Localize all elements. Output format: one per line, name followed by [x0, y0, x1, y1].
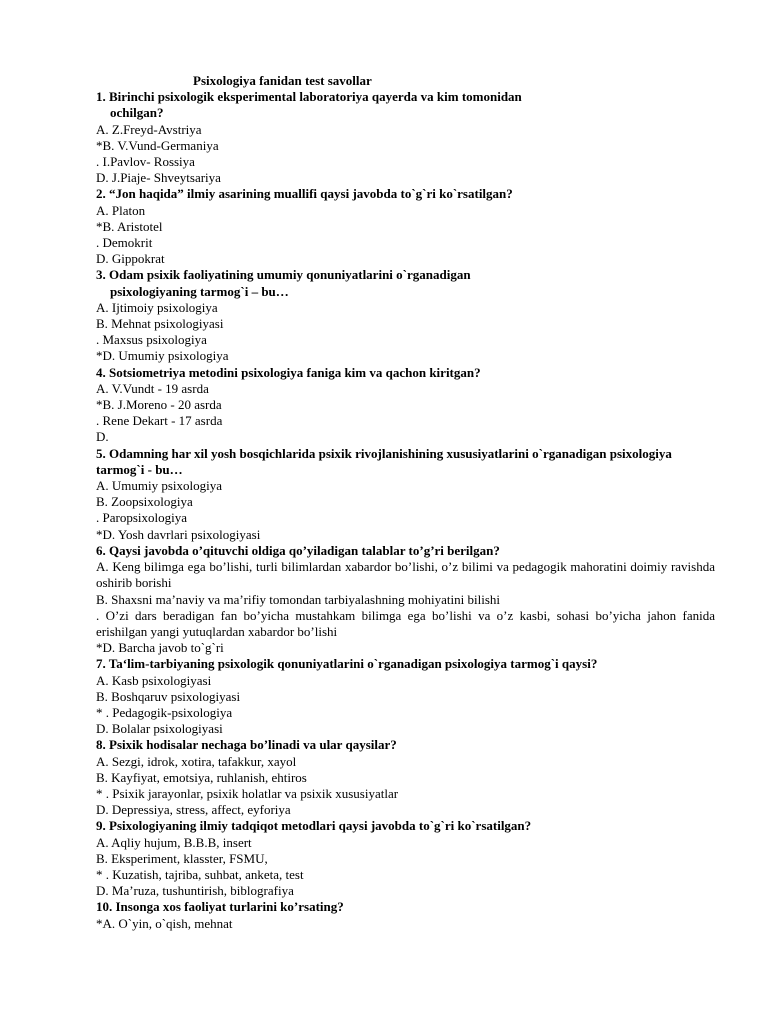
answer-option: *D. Yosh davrlari psixologiyasi: [96, 526, 261, 542]
answer-option: *B. Aristotel: [96, 218, 163, 234]
question-text: [96, 267, 715, 299]
question-text: 5. Odamning har xil yosh bosqichlarida psixik rivojlanishining xususiyatlarini o`rganadigan psixologiya tarmog`i - bu…: [96, 445, 672, 477]
answer-option: . I.Pavlov- Rossiya: [96, 154, 195, 170]
answer-option: A. Sezgi, idrok, xotira, tafakkur, xayol: [96, 753, 297, 769]
question-text: [96, 89, 715, 121]
answer-option: B. Shaxsni ma’naviy va ma’rifiy tomondan tarbiyalashning mohiyatini bilishi: [96, 591, 501, 607]
answer-option: * . Pedagogik-psixologiya: [96, 704, 233, 720]
answer-option: A. Z.Freyd-Avstriya: [96, 121, 202, 137]
answer-option: *D. Umumiy psixologiya: [96, 348, 229, 364]
answer-option: D. Ma’ruza, tushuntirish, biblografiya: [96, 883, 294, 899]
question-block: [96, 737, 715, 818]
answer-option: . Demokrit: [96, 235, 153, 251]
question-text: 7. Ta‘lim-tarbiyaning psixologik qonuniyatlarini o`rganadigan psixologiya tarmog`i qaysi?: [96, 656, 598, 672]
answer-option: D. Bolalar psixologiyasi: [96, 721, 223, 737]
answer-option: A. Ijtimoiy psixologiya: [96, 299, 218, 315]
question-block: [96, 446, 715, 543]
answer-option: . Rene Dekart - 17 asrda: [96, 413, 223, 429]
question-line: 3. Odam psixik faoliyatining umumiy qonuniyatlarini o`rganadigan: [96, 267, 471, 283]
answer-option: A. Platon: [96, 202, 146, 218]
question-text: 2. “Jon haqida” ilmiy asarining muallifi qaysi javobda to`g`ri ko`rsatilgan?: [96, 186, 513, 202]
answer-option: A. V.Vundt - 19 asrda: [96, 380, 209, 396]
question-line: 1. Birinchi psixologik eksperimental laboratoriya qayerda va kim tomonidan: [96, 89, 522, 105]
answer-option: D. Gippokrat: [96, 251, 165, 267]
question-text: 10. Insonga xos faoliyat turlarini ko’rsating?: [96, 899, 344, 915]
question-text: 9. Psixologiyaning ilmiy tadqiqot metodlari qaysi javobda to`g`ri ko`rsatilgan?: [96, 818, 532, 834]
question-line-continued: ochilgan?: [110, 105, 164, 121]
question-block: [96, 543, 715, 656]
answer-option: D. J.Piaje- Shveytsariya: [96, 170, 221, 186]
answer-option: *B. J.Moreno - 20 asrda: [96, 397, 222, 413]
answer-option: * . Kuzatish, tajriba, suhbat, anketa, test: [96, 866, 304, 882]
answer-option: A. Aqliy hujum, B.B.B, insert: [96, 834, 252, 850]
answer-option: B. Zoopsixologiya: [96, 494, 193, 510]
question-block: [96, 899, 715, 931]
answer-option: B. Eksperiment, klasster, FSMU,: [96, 850, 268, 866]
question-line-continued: psixologiyaning tarmog`i – bu…: [110, 283, 289, 299]
question-block: [96, 89, 715, 186]
answer-option: * . Psixik jarayonlar, psixik holatlar va psixik xususiyatlar: [96, 785, 399, 801]
answer-option: *B. V.Vund-Germaniya: [96, 137, 219, 153]
answer-option: *D. Barcha javob to`g`ri: [96, 640, 224, 656]
question-block: [96, 186, 715, 267]
question-block: [96, 818, 715, 899]
document-page: [96, 73, 715, 932]
document-title: Psixologiya fanidan test savollar: [193, 73, 372, 88]
question-text: 4. Sotsiometriya metodini psixologiya faniga kim va qachon kiritgan?: [96, 364, 481, 380]
question-text: 6. Qaysi javobda o’qituvchi oldiga qo’yiladigan talablar to’g’ri berilgan?: [96, 542, 500, 558]
answer-option: B. Mehnat psixologiyasi: [96, 316, 224, 332]
answer-option: . O’zi dars beradigan fan bo’yicha mustahkam bilimga ega bo’lishi va o’z kasbi, sohasi bo’yicha jahon fanida erishilgan yangi yutuqlardan xabardor bo’lishi: [96, 607, 715, 639]
answer-option: B. Boshqaruv psixologiyasi: [96, 688, 241, 704]
answer-option: D.: [96, 429, 109, 445]
question-block: [96, 267, 715, 364]
answer-option: . Paropsixologiya: [96, 510, 187, 526]
answer-option: D. Depressiya, stress, affect, eyforiya: [96, 802, 291, 818]
question-block: [96, 656, 715, 737]
question-text: 8. Psixik hodisalar nechaga bo’linadi va ular qaysilar?: [96, 737, 397, 753]
answer-option: A. Umumiy psixologiya: [96, 478, 223, 494]
answer-option: A. Kasb psixologiyasi: [96, 672, 212, 688]
answer-option: . Maxsus psixologiya: [96, 332, 207, 348]
answer-option: A. Keng bilimga ega bo’lishi, turli bilimlardan xabardor bo’lishi, o’z bilimi va pedagogik mahoratini doimiy ravishda oshirib borishi: [96, 559, 715, 591]
answer-option: *A. O`yin, o`qish, mehnat: [96, 915, 233, 931]
answer-option: B. Kayfiyat, emotsiya, ruhlanish, ehtiros: [96, 769, 307, 785]
question-block: [96, 365, 715, 446]
